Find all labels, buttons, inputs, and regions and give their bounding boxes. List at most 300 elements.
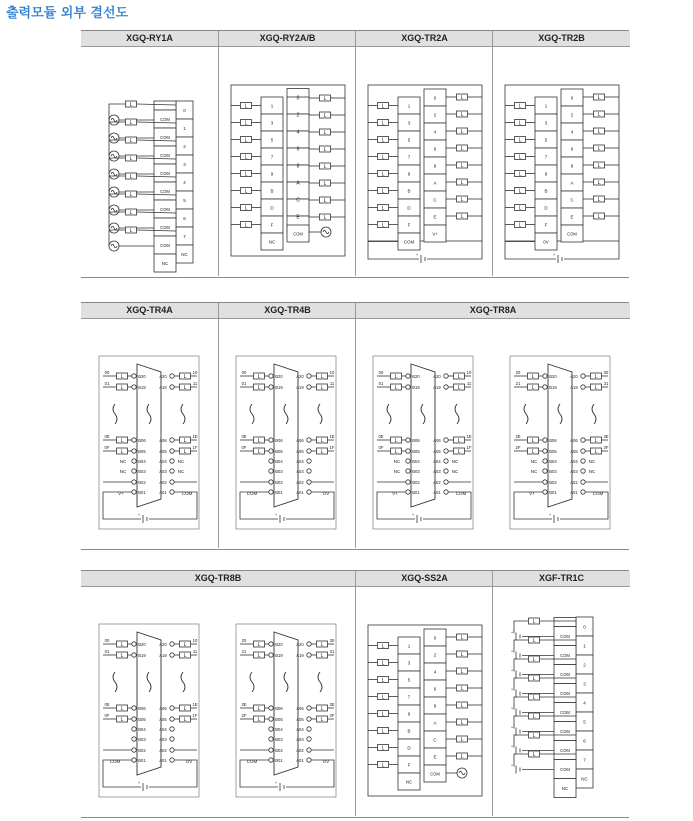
terminal-label: 00 <box>104 370 110 375</box>
connector-pin <box>307 748 311 752</box>
load-label: L <box>320 449 324 455</box>
connector-pin <box>132 374 136 378</box>
terminal-label: A05 <box>433 449 441 454</box>
terminal-label: A02 <box>570 480 578 485</box>
load-label: L <box>381 222 385 229</box>
module-header: XGF-TR1C <box>492 571 630 587</box>
terminal-label: 3 <box>544 120 548 126</box>
terminal-label: B01 <box>275 490 283 495</box>
terminal-label: 2 <box>183 144 186 149</box>
terminal-label: C <box>296 197 300 204</box>
terminal-label: B20 <box>412 374 420 379</box>
connector-pin <box>406 438 410 442</box>
terminal-label: COM <box>109 759 121 764</box>
terminal-label: + <box>411 512 415 517</box>
load-label: L <box>120 449 124 455</box>
connector-pin <box>444 469 448 473</box>
wire <box>514 735 528 748</box>
load-label: L <box>460 180 464 186</box>
load-label: L <box>120 385 124 391</box>
load-label: L <box>323 96 327 102</box>
terminal-label: 0 <box>570 95 574 101</box>
connector-pin <box>269 459 273 463</box>
connector-pin <box>269 480 273 484</box>
terminal-label: A04 <box>570 459 578 464</box>
diagram-xgq-ry2ab <box>218 47 356 276</box>
connector-pin <box>307 480 311 484</box>
terminal-label: E <box>570 214 574 220</box>
terminal-label: + <box>552 252 556 257</box>
load-label: L <box>320 717 324 723</box>
terminal-label: 3E <box>329 702 335 707</box>
terminal-label: B19 <box>275 385 283 390</box>
wiring-section-3 <box>81 570 629 818</box>
terminal-label: 11 <box>192 381 198 386</box>
load-label: L <box>120 642 124 648</box>
terminal-label: 0 <box>183 108 186 113</box>
load-label: L <box>323 215 327 221</box>
wire <box>103 760 141 787</box>
terminal-label: A01 <box>296 758 304 763</box>
terminal-label: B03 <box>275 737 283 742</box>
omission-mark <box>113 404 117 424</box>
load-label: L <box>257 717 261 723</box>
terminal-label: B03 <box>275 469 283 474</box>
terminal-label: COM <box>430 771 440 777</box>
terminal-label: B06 <box>275 438 283 443</box>
terminal-label: + <box>510 705 514 711</box>
load-label: L <box>120 717 124 723</box>
load-label: L <box>183 385 187 391</box>
connector-pin <box>307 642 311 646</box>
wire <box>560 492 608 519</box>
connector-pin <box>307 438 311 442</box>
terminal-label: E <box>433 214 437 220</box>
load-label: L <box>257 653 261 659</box>
connector-pin <box>543 374 547 378</box>
diagram-xgq-tr4b <box>218 319 356 548</box>
terminal-label: COM <box>160 189 170 194</box>
connector-pin <box>132 727 136 731</box>
terminal-label: A05 <box>296 449 304 454</box>
connector-pin <box>581 374 585 378</box>
terminal-label: 1E <box>329 434 335 439</box>
terminal-label: 3F <box>603 445 609 450</box>
terminal-label: 7 <box>407 694 411 700</box>
connector-pin <box>170 480 174 484</box>
terminal-label: 2 <box>433 112 437 118</box>
wiring-section-2 <box>81 302 629 550</box>
terminal-label: COM <box>246 491 258 496</box>
load-label: L <box>518 188 522 195</box>
load-label: L <box>394 374 398 380</box>
load-label: L <box>320 374 324 380</box>
terminal-label: 4 <box>183 180 186 185</box>
diagram-xgq-tr4a <box>81 319 219 548</box>
load-label: L <box>531 385 535 391</box>
terminal-label: 0 <box>433 95 437 101</box>
terminal-label: 0E <box>241 434 247 439</box>
load-label: L <box>381 188 385 195</box>
load-label: L <box>532 733 536 739</box>
terminal-label: + <box>548 512 552 517</box>
terminal-label: A19 <box>296 385 304 390</box>
connector-pin <box>132 469 136 473</box>
load-label: L <box>594 374 598 380</box>
terminal-label: A20 <box>159 374 167 379</box>
terminal-label: 1E <box>192 434 198 439</box>
connector-pin <box>170 717 174 721</box>
connector-pin <box>132 737 136 741</box>
load-label: L <box>518 171 522 178</box>
diagram-xgq-tr2b <box>492 47 629 276</box>
load-label: L <box>320 642 324 648</box>
terminal-label: 01 <box>241 381 247 386</box>
connector-pin <box>406 469 410 473</box>
terminal-label: NC <box>561 786 569 791</box>
load-label: L <box>183 374 187 380</box>
load-label: L <box>518 205 522 212</box>
terminal-label: 2F <box>241 713 247 718</box>
terminal-label: COM <box>160 225 170 230</box>
terminal-label: A03 <box>159 469 167 474</box>
terminal-label: 10 <box>192 370 198 375</box>
terminal-label: 0 <box>296 95 300 102</box>
load-label: L <box>532 695 536 701</box>
terminal-label: B06 <box>412 438 420 443</box>
terminal-label: 3 <box>407 120 411 126</box>
terminal-label: B02 <box>549 480 557 485</box>
load-label: L <box>381 745 385 752</box>
terminal-label: B03 <box>549 469 557 474</box>
terminal-label: NC <box>119 459 127 464</box>
terminal-label: 3 <box>183 162 186 167</box>
connector-pin <box>269 706 273 710</box>
connector-pin <box>581 469 585 473</box>
terminal-label: 8 <box>570 163 574 169</box>
terminal-label: 0E <box>378 434 384 439</box>
wire <box>240 492 278 519</box>
wire <box>240 760 278 787</box>
connector-pin <box>132 653 136 657</box>
terminal-label: B04 <box>275 727 283 732</box>
terminal-label: + <box>510 629 514 635</box>
terminal-label: V+ <box>392 491 398 496</box>
terminal-label: OV <box>322 491 330 496</box>
terminal-label: A01 <box>159 490 167 495</box>
diagram-xgq-tr2a <box>355 47 493 276</box>
connector-pin <box>307 459 311 463</box>
terminal-label: A03 <box>570 469 578 474</box>
terminal-label: 2 <box>296 112 300 119</box>
load-label: L <box>323 113 327 119</box>
load-label: L <box>183 642 187 648</box>
terminal-label: F <box>407 222 411 228</box>
terminal-label: 2 <box>583 662 586 668</box>
terminal-label: 2 <box>433 652 437 658</box>
connector-pin <box>269 385 273 389</box>
terminal-label: B01 <box>412 490 420 495</box>
terminal-label: C <box>433 197 437 203</box>
terminal-label: + <box>510 724 514 730</box>
terminal-label: A02 <box>159 748 167 753</box>
connector-pin <box>269 717 273 721</box>
load-label: L <box>381 120 385 127</box>
terminal-label: B04 <box>138 727 146 732</box>
terminal-label: 1 <box>583 643 586 649</box>
connector-pin <box>269 374 273 378</box>
terminal-label: B01 <box>549 490 557 495</box>
connector-pin <box>132 449 136 453</box>
module-header: XGQ-RY1A <box>81 31 218 47</box>
terminal-label: B19 <box>549 385 557 390</box>
terminal-label: 1F <box>192 713 198 718</box>
terminal-label: 4 <box>583 700 586 706</box>
connector-pin <box>581 480 585 484</box>
terminal-label: COM <box>246 759 258 764</box>
terminal-label: V+ <box>118 491 124 496</box>
connector-pin <box>170 748 174 752</box>
load-label: L <box>183 717 187 723</box>
connector-pin <box>269 490 273 494</box>
terminal-label: OV <box>185 759 193 764</box>
connector-pin <box>132 385 136 389</box>
connector-pin <box>170 727 174 731</box>
connector-pin <box>269 727 273 731</box>
omission-mark <box>113 672 117 692</box>
load-label: L <box>597 197 601 203</box>
omission-mark <box>592 404 596 424</box>
load-label: L <box>532 638 536 644</box>
terminal-label: COM <box>293 231 303 237</box>
load-label: L <box>597 112 601 118</box>
terminal-label: 00 <box>104 638 110 643</box>
wiring-section-1 <box>81 30 629 278</box>
terminal-label: 0V <box>543 239 549 245</box>
load-label: L <box>381 677 385 684</box>
load-label: L <box>394 449 398 455</box>
terminal-label: B03 <box>138 469 146 474</box>
terminal-label: 00 <box>241 370 247 375</box>
omission-mark <box>318 404 322 424</box>
load-label: L <box>381 137 385 144</box>
terminal-label: NC <box>581 776 588 782</box>
load-label: L <box>381 660 385 667</box>
wire <box>514 678 528 691</box>
module-header: XGQ-TR8A <box>355 303 630 319</box>
module-header: XGQ-TR4B <box>218 303 356 319</box>
load-label: L <box>257 449 261 455</box>
load-label: L <box>257 642 261 648</box>
terminal-label: B19 <box>138 385 146 390</box>
load-label: L <box>531 374 535 380</box>
module-header: XGQ-TR2A <box>355 31 493 47</box>
terminal-label: 11 <box>329 381 335 386</box>
terminal-label: A06 <box>159 438 167 443</box>
terminal-label: NC <box>393 459 401 464</box>
connector-pin <box>543 438 547 442</box>
terminal-label: 4 <box>570 129 574 135</box>
omission-mark <box>147 404 151 424</box>
wire <box>427 241 482 259</box>
terminal-label: 1E <box>466 434 472 439</box>
terminal-label: B05 <box>549 449 557 454</box>
connector-pin <box>170 374 174 378</box>
terminal-label: 5 <box>407 137 411 143</box>
terminal-label: + <box>274 512 278 517</box>
load-label: L <box>381 103 385 110</box>
load-label: L <box>129 156 133 162</box>
connector-pin <box>543 385 547 389</box>
load-label: L <box>597 129 601 135</box>
terminal-label: NC <box>181 252 188 257</box>
terminal-label: F <box>544 222 548 228</box>
diagram-xgf-tr1c <box>492 587 629 816</box>
connector-pin <box>406 385 410 389</box>
load-label: L <box>183 706 187 712</box>
terminal-label: A20 <box>433 374 441 379</box>
terminal-label: 2E <box>515 434 521 439</box>
terminal-label: 7 <box>270 154 274 160</box>
terminal-label: 1F <box>466 445 472 450</box>
connector-pin <box>269 438 273 442</box>
terminal-label: + <box>137 780 141 785</box>
terminal-label: NC <box>393 469 401 474</box>
terminal-label: B19 <box>275 653 283 658</box>
terminal-label: A <box>433 180 437 186</box>
terminal-label: 2 <box>570 112 574 118</box>
terminal-label: C <box>433 737 437 743</box>
terminal-label: 6 <box>296 146 300 153</box>
load-label: L <box>597 146 601 152</box>
terminal-label: A01 <box>296 490 304 495</box>
terminal-label: 20 <box>241 638 247 643</box>
terminal-label: A06 <box>296 438 304 443</box>
terminal-label: COM <box>560 729 570 734</box>
terminal-cell <box>154 101 176 110</box>
connector-pin <box>581 449 585 453</box>
connector-pin <box>543 459 547 463</box>
terminal-label: 0F <box>104 445 110 450</box>
load-label: L <box>457 438 461 444</box>
terminal-label: D <box>407 745 411 751</box>
terminal-label: B01 <box>138 758 146 763</box>
load-label: L <box>320 438 324 444</box>
wire <box>514 659 528 672</box>
connector-pin <box>307 706 311 710</box>
terminal-label: B06 <box>138 438 146 443</box>
wire <box>514 697 528 710</box>
terminal-label: COM <box>560 634 570 639</box>
terminal-label: B01 <box>138 490 146 495</box>
load-label: L <box>394 385 398 391</box>
terminal-label: 5 <box>407 677 411 683</box>
load-label: L <box>129 174 133 180</box>
load-label: L <box>531 449 535 455</box>
terminal-label: 1 <box>407 103 411 109</box>
connector-pin <box>543 480 547 484</box>
terminal-label: B06 <box>549 438 557 443</box>
terminal-label: 10 <box>192 638 198 643</box>
terminal-label: COM <box>160 135 170 140</box>
wire <box>103 492 141 519</box>
terminal-label: B20 <box>138 642 146 647</box>
load-label: L <box>594 449 598 455</box>
terminal-label: 5 <box>544 137 548 143</box>
connector-pin <box>307 469 311 473</box>
terminal-label: B05 <box>138 717 146 722</box>
wire <box>514 716 528 729</box>
terminal-label: 01 <box>104 381 110 386</box>
terminal-label: 7 <box>583 757 586 763</box>
diagram-xgq-tr8a <box>355 319 629 548</box>
connector-pin <box>307 449 311 453</box>
terminal-label: 3 <box>407 660 411 666</box>
wire <box>286 492 334 519</box>
connector-pin <box>132 480 136 484</box>
terminal-label: 3 <box>270 120 274 126</box>
omission-mark <box>284 672 288 692</box>
terminal-label: NC <box>268 239 276 245</box>
terminal-label: 4 <box>433 669 437 675</box>
load-label: L <box>381 171 385 178</box>
terminal-label: NC <box>161 261 169 266</box>
omission-mark <box>284 404 288 424</box>
terminal-label: A20 <box>570 374 578 379</box>
load-label: L <box>129 210 133 216</box>
load-label: L <box>460 652 464 658</box>
load-label: L <box>532 619 536 625</box>
diagram-xgq-ss2a <box>355 587 493 816</box>
terminal-label: 1E <box>192 702 198 707</box>
terminal-label: NC <box>177 469 185 474</box>
terminal-label: A01 <box>433 490 441 495</box>
connector-pin <box>543 449 547 453</box>
terminal-label: + <box>510 743 514 749</box>
omission-mark <box>524 404 528 424</box>
load-label: L <box>381 643 385 650</box>
terminal-label: 6 <box>570 146 574 152</box>
connector-pin <box>170 469 174 473</box>
terminal-label: A02 <box>433 480 441 485</box>
load-label: L <box>460 635 464 641</box>
load-label: L <box>244 137 248 144</box>
connector-pin <box>581 385 585 389</box>
load-label: L <box>460 214 464 220</box>
terminal-label: 3F <box>329 713 335 718</box>
connector-pin <box>170 706 174 710</box>
load-label: L <box>532 657 536 663</box>
connector-pin <box>132 438 136 442</box>
terminal-label: 6 <box>433 146 437 152</box>
terminal-label: A20 <box>296 374 304 379</box>
load-label: L <box>381 154 385 161</box>
connector-pin <box>444 490 448 494</box>
terminal-label: 11 <box>466 381 472 386</box>
connector-pin <box>132 748 136 752</box>
terminal-label: 6 <box>433 686 437 692</box>
load-label: L <box>460 129 464 135</box>
terminal-label: 7 <box>183 234 186 239</box>
load-label: L <box>320 653 324 659</box>
connector-pin <box>307 737 311 741</box>
terminal-label: COM <box>403 239 415 245</box>
terminal-label: COM <box>160 117 170 122</box>
terminal-label: A04 <box>433 459 441 464</box>
connector-pin <box>444 449 448 453</box>
terminal-label: 20 <box>515 370 521 375</box>
connector-pin <box>269 449 273 453</box>
